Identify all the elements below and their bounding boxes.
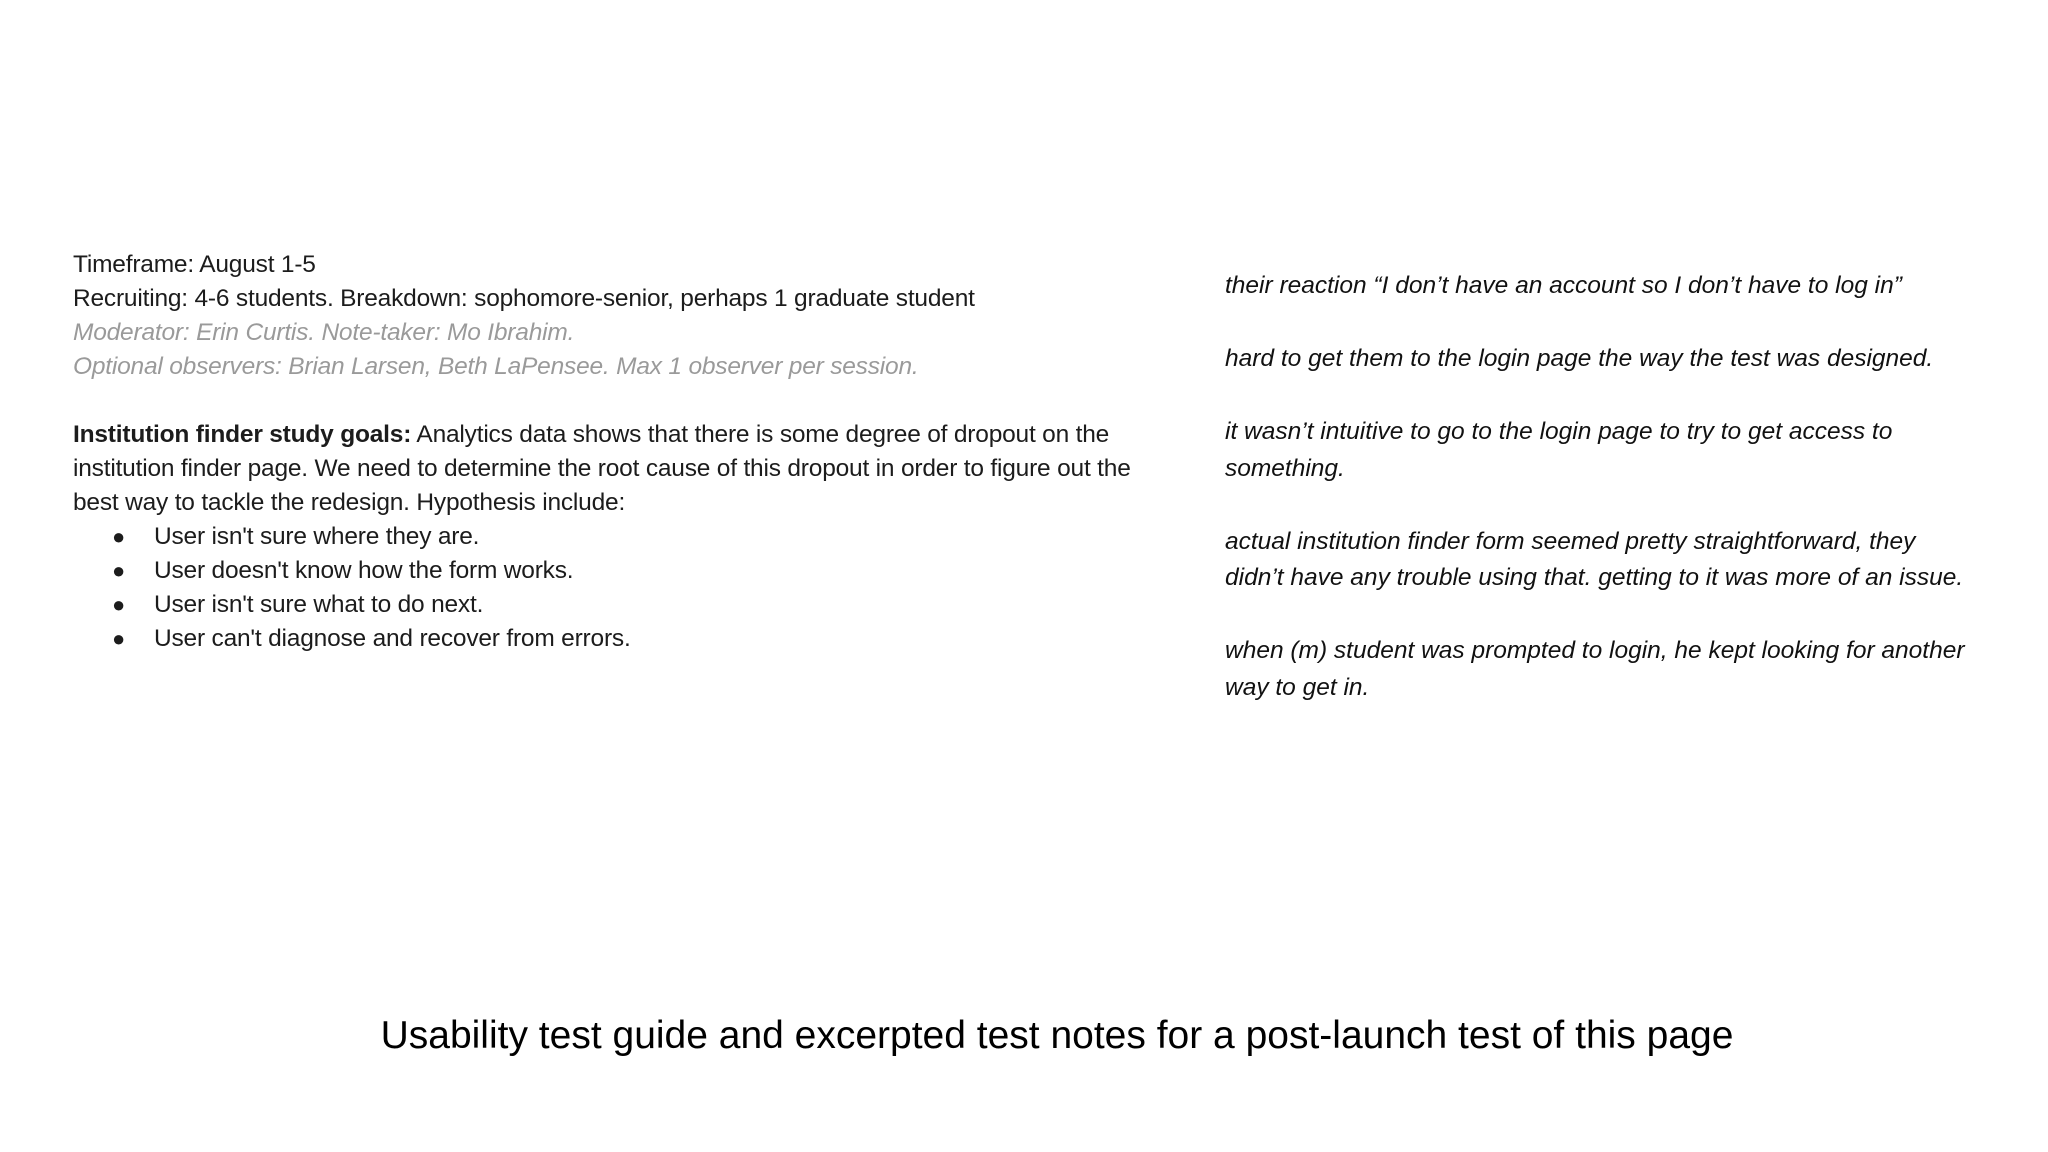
test-note: it wasn’t intuitive to go to the login page to try to get access to something.: [1225, 418, 1893, 482]
timeframe-text: Timeframe: August 1-5: [73, 251, 316, 278]
hypothesis-text: User can't diagnose and recover from errors.: [154, 625, 631, 652]
study-goals-text: Analytics data shows that there is some degree of dropout on the institution finder page. We need to determine the root cause of this dropout in order to figure out the best way to tackle the redesign. Hypothesis include:: [73, 421, 1131, 516]
test-note: actual institution finder form seemed pretty straightforward, they didn’t have any trouble using that. getting to it was more of an issue.: [1225, 527, 1964, 591]
slide-caption: Usability test guide and excerpted test notes for a post-launch test of this page: [380, 1014, 1734, 1057]
recruiting-text: Recruiting: 4-6 students. Breakdown: sophomore-senior, perhaps 1 graduate student: [73, 285, 975, 312]
hypothesis-text: User doesn't know how the form works.: [154, 557, 574, 584]
list-item: [73, 622, 1133, 656]
test-note: their reaction “I don’t have an account so I don’t have to log in”: [1225, 272, 1902, 299]
hypothesis-text: User isn't sure what to do next.: [154, 591, 484, 618]
bullet-icon: ●: [112, 558, 126, 583]
bullet-icon: ●: [112, 626, 126, 651]
moderator-text: Moderator: Erin Curtis. Note-taker: Mo Ibrahim.: [73, 319, 575, 346]
observers-text: Optional observers: Brian Larsen, Beth LaPensee. Max 1 observer per session.: [73, 353, 919, 380]
study-goals-heading: Institution finder study goals:: [73, 421, 412, 448]
list-item: [73, 554, 1133, 588]
hypotheses-list: [73, 520, 1133, 656]
bullet-icon: ●: [112, 592, 126, 617]
test-guide-excerpt: [73, 248, 1133, 656]
bullet-icon: ●: [112, 524, 126, 549]
test-note: hard to get them to the login page the way the test was designed.: [1225, 345, 1934, 372]
test-note: when (m) student was prompted to login, he kept looking for another way to get in.: [1225, 637, 1965, 701]
hypothesis-text: User isn't sure where they are.: [154, 523, 480, 550]
spacer: [73, 384, 1133, 418]
study-goals-paragraph: [73, 418, 1133, 520]
list-item: [73, 520, 1133, 554]
test-notes-excerpt: [1225, 268, 1965, 743]
list-item: [73, 588, 1133, 622]
